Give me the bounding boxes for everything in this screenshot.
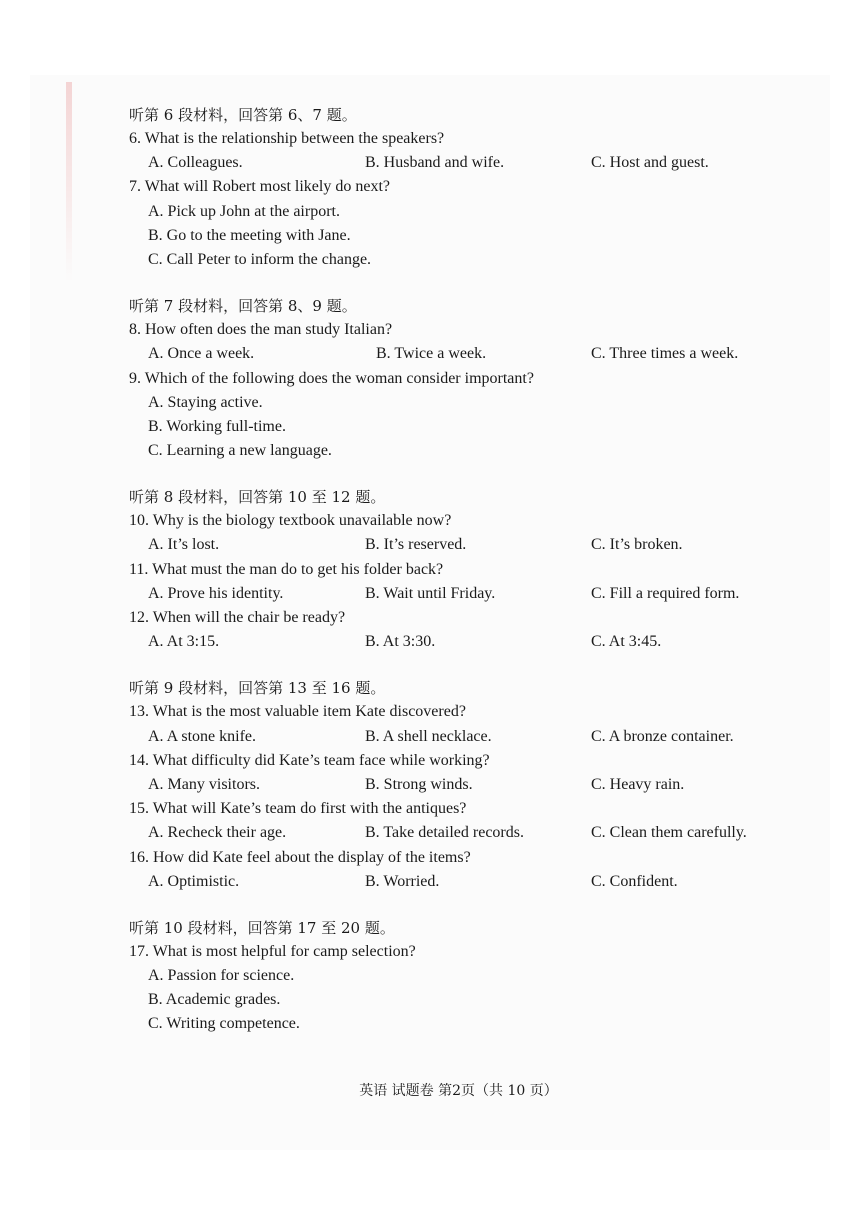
question-12: 12. When will the chair be ready? bbox=[129, 609, 346, 626]
option-c: C. Fill a required form. bbox=[591, 584, 740, 602]
question-17: 17. What is most helpful for camp selection? bbox=[129, 942, 416, 960]
exam-content bbox=[129, 103, 769, 1059]
question-15: 15. What will Kate’s team do first with the antiques? bbox=[129, 800, 467, 818]
options-12 bbox=[129, 630, 769, 654]
question-10: 10. Why is the biology textbook unavailable now? bbox=[129, 512, 452, 530]
options-13 bbox=[129, 725, 769, 749]
section-title: 听第 6 段材料，回答第 6、7 题。 bbox=[129, 106, 357, 124]
option-a: A. Passion for science. bbox=[148, 967, 295, 985]
question-8: 8. How often does the man study Italian? bbox=[129, 321, 393, 339]
option-c: C. A bronze container. bbox=[591, 727, 734, 745]
option-a: A. Once a week. bbox=[148, 345, 255, 363]
question-7: 7. What will Robert most likely do next? bbox=[129, 178, 390, 196]
scan-edge-mark bbox=[66, 82, 72, 282]
option-b: B. Go to the meeting with Jane. bbox=[148, 226, 351, 244]
option-c: C. Learning a new language. bbox=[148, 442, 332, 460]
option-a: A. Recheck their age. bbox=[148, 824, 287, 842]
options-15 bbox=[129, 821, 769, 845]
question-9: 9. Which of the following does the woman consider important? bbox=[129, 369, 534, 387]
option-a: A. Colleagues. bbox=[148, 154, 243, 172]
option-c: C. Confident. bbox=[591, 872, 678, 890]
option-c: C. Writing competence. bbox=[148, 1015, 300, 1033]
section-10 bbox=[129, 916, 769, 1037]
section-8 bbox=[129, 485, 769, 654]
option-c: C. It’s broken. bbox=[591, 536, 683, 554]
section-9 bbox=[129, 676, 769, 894]
section-7 bbox=[129, 294, 769, 463]
option-b: B. Worried. bbox=[365, 872, 440, 890]
option-b: B. Twice a week. bbox=[376, 345, 487, 363]
question-16: 16. How did Kate feel about the display of the items? bbox=[129, 848, 471, 866]
option-a: A. Staying active. bbox=[148, 393, 263, 411]
section-6 bbox=[129, 103, 769, 272]
question-11: 11. What must the man do to get his folder back? bbox=[129, 560, 444, 578]
option-a: A. Pick up John at the airport. bbox=[148, 202, 340, 220]
option-c: C. Call Peter to inform the change. bbox=[148, 250, 372, 268]
option-c: C. Clean them carefully. bbox=[591, 824, 747, 842]
options-16 bbox=[129, 870, 769, 894]
section-title: 听第 8 段材料，回答第 10 至 12 题。 bbox=[129, 488, 386, 507]
options-14 bbox=[129, 773, 769, 797]
options-11 bbox=[129, 582, 769, 606]
option-a: A. It’s lost. bbox=[148, 536, 220, 554]
option-b: B. Husband and wife. bbox=[365, 154, 505, 172]
question-14: 14. What difficulty did Kate’s team face while working? bbox=[129, 751, 490, 769]
options-8 bbox=[129, 342, 769, 366]
section-title: 听第 9 段材料，回答第 13 至 16 题。 bbox=[129, 679, 386, 698]
option-b: B. Strong winds. bbox=[365, 775, 473, 793]
option-b: B. Take detailed records. bbox=[365, 824, 524, 842]
option-a: A. A stone knife. bbox=[148, 727, 256, 745]
option-b: B. It’s reserved. bbox=[365, 536, 467, 554]
option-c: C. At 3:45. bbox=[591, 633, 662, 651]
option-b: B. A shell necklace. bbox=[365, 727, 492, 745]
options-6 bbox=[129, 151, 769, 175]
question-6: 6. What is the relationship between the speakers? bbox=[129, 130, 445, 147]
option-a: A. At 3:15. bbox=[148, 633, 220, 651]
option-a: A. Optimistic. bbox=[148, 872, 240, 890]
option-c: C. Heavy rain. bbox=[591, 775, 685, 793]
option-c: C. Three times a week. bbox=[591, 345, 739, 363]
section-title: 听第 10 段材料，回答第 17 至 20 题。 bbox=[129, 918, 395, 937]
options-10 bbox=[129, 533, 769, 557]
option-b: B. Working full-time. bbox=[148, 417, 286, 435]
option-b: B. Academic grades. bbox=[148, 991, 281, 1009]
option-c: C. Host and guest. bbox=[591, 154, 709, 172]
page-footer: 英语 试题卷 第2页（共 10 页） bbox=[359, 1083, 558, 1099]
option-a: A. Prove his identity. bbox=[148, 584, 284, 602]
option-b: B. At 3:30. bbox=[365, 633, 436, 651]
option-b: B. Wait until Friday. bbox=[365, 584, 496, 602]
option-a: A. Many visitors. bbox=[148, 775, 260, 793]
question-13: 13. What is the most valuable item Kate discovered? bbox=[129, 703, 466, 721]
section-title: 听第 7 段材料，回答第 8、9 题。 bbox=[129, 297, 357, 316]
